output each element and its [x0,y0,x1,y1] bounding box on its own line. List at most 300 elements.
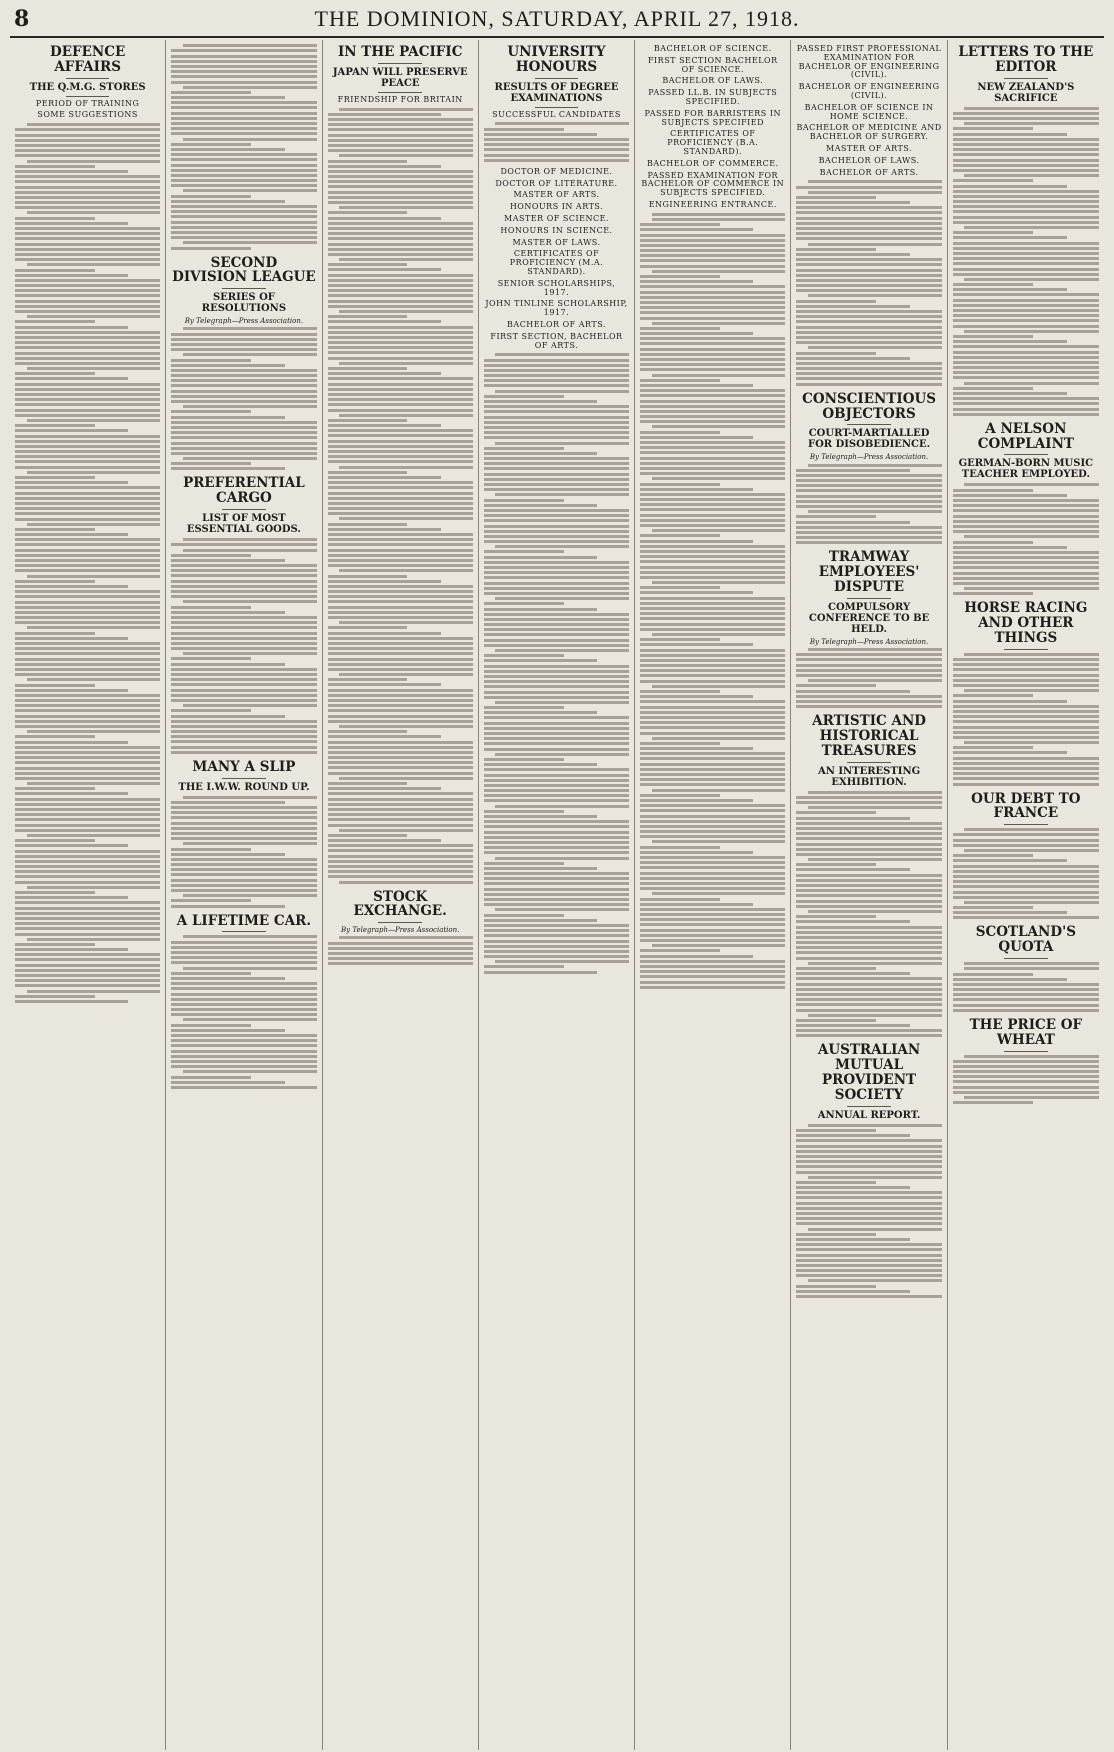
text-line [484,825,629,828]
article-headline: A LIFETIME CAR. [176,912,312,929]
text-line [15,476,95,479]
text-line [640,623,785,626]
text-line [328,201,473,204]
article-byline: By Telegraph—Press Association. [809,637,929,646]
text-line [484,929,629,932]
headline-rule [222,931,266,932]
text-line [640,706,785,709]
text-line [171,1039,316,1042]
text-line [171,195,251,198]
text-line [796,1171,941,1174]
text-line [953,998,1099,1001]
text-line [171,65,316,68]
text-line [15,590,160,593]
text-line [796,300,876,303]
article [796,714,941,1037]
article-body-text [953,653,1099,786]
article-subhead: BACHELOR OF MEDICINE AND BACHELOR OF SURGERY. [796,123,942,142]
text-line [328,782,408,785]
text-line [640,949,720,952]
text-line [796,1295,941,1298]
text-line [27,523,161,526]
text-line [171,359,251,362]
text-line [484,763,597,766]
text-line [171,889,316,892]
text-line [15,243,160,246]
article [171,914,316,1089]
text-line [15,466,160,469]
article [171,476,316,753]
text-line [15,559,160,562]
text-line [796,289,941,292]
text-line [15,362,160,365]
text-line [484,748,629,751]
text-line [953,133,1067,136]
text-line [808,1176,942,1179]
text-line [796,848,941,851]
headline-rule [222,778,266,779]
text-line [796,315,941,318]
text-line [171,590,316,593]
text-line [171,982,316,985]
text-line [640,747,753,750]
text-line [796,801,941,804]
text-line [964,174,1099,177]
text-line [796,258,941,261]
article-subhead: FIRST SECTION, BACHELOR OF ARTS. [490,331,623,350]
text-line [953,885,1099,888]
text-line [953,891,1099,894]
text-line [640,986,785,989]
text-line [652,944,786,947]
text-line [15,850,160,853]
text-line [328,507,473,510]
text-line [964,1055,1099,1058]
text-line [953,169,1099,172]
text-line [183,457,317,460]
text-line [328,772,473,775]
text-line [484,478,629,481]
text-line [796,669,941,672]
text-line [328,123,473,126]
text-line [953,143,1099,146]
text-line [15,274,128,277]
text-line [640,643,753,646]
article-subhead: COURT-MARTIALLED FOR DISOBEDIENCE. [807,428,931,451]
article-body-text [953,1055,1099,1105]
text-line [640,866,785,869]
text-line [953,257,1099,260]
text-line [328,450,473,453]
text-line [640,820,785,823]
article [171,760,316,908]
text-line [796,469,909,472]
text-line [953,674,1099,677]
text-line [953,546,1067,549]
article-subhead: BACHELOR OF SCIENCE. [653,44,772,53]
text-line [183,1018,317,1021]
article [484,168,629,974]
text-line [15,772,160,775]
text-line [640,462,785,465]
text-line [796,853,941,856]
text-line [171,663,284,666]
text-line [796,1186,909,1189]
text-line [15,336,160,339]
text-line [796,1264,941,1267]
article-subhead: BACHELOR OF LAWS. [662,76,764,86]
text-line [953,854,1033,857]
text-line [328,590,473,593]
text-line [183,967,317,970]
text-line [953,148,1099,151]
text-line [796,1202,941,1205]
text-line [171,221,316,224]
text-line [796,500,941,503]
text-line [171,1024,251,1027]
text-line [796,352,876,355]
text-line [27,211,161,214]
text-line [953,304,1099,307]
text-line [484,789,629,792]
text-line [796,690,909,693]
text-line [796,863,876,866]
text-line [953,221,1099,224]
text-line [15,647,160,650]
text-line [953,127,1033,130]
text-line [15,497,160,500]
text-line [808,510,942,513]
text-line [15,435,160,438]
text-line [964,689,1099,692]
text-line [495,701,629,704]
text-line [796,884,941,887]
text-line [953,402,1099,405]
text-line [328,741,473,744]
text-line [484,359,629,362]
text-line [15,1000,128,1003]
text-line [328,274,473,277]
text-line [328,699,473,702]
text-line [495,353,629,356]
text-line [183,600,317,603]
text-line [640,249,785,252]
text-line [652,374,786,377]
text-line [953,684,1099,687]
text-line [15,642,160,645]
text-line [484,914,564,917]
text-line [15,787,95,790]
article-headline: A NELSON COMPLAINT [977,420,1074,452]
text-line [171,416,284,419]
text-line [171,740,316,743]
text-line [15,922,160,925]
text-line [640,887,785,890]
article-subhead: JAPAN WILL PRESERVE PEACE [332,66,468,89]
text-line [328,434,473,437]
text-line [953,700,1067,703]
text-line [640,545,785,548]
text-line [328,300,473,303]
article-subhead: PASSED LL.B. IN SUBJECTS SPECIFIED. [648,88,778,106]
text-line [953,1075,1099,1078]
subhead-rule [66,96,110,97]
text-line [640,851,753,854]
text-line [796,505,941,508]
text-line [328,611,473,614]
text-line [953,978,1067,981]
text-line [15,154,160,157]
text-line [640,861,785,864]
text-line [953,387,1033,390]
text-line [328,305,473,308]
text-line [953,273,1099,276]
text-line [953,906,1033,909]
text-line [328,533,473,536]
text-line [484,680,629,683]
text-line [484,971,597,974]
text-line [15,715,160,718]
text-line [328,341,473,344]
text-line [328,616,473,619]
text-line [640,431,720,434]
text-line [328,606,473,609]
text-line [484,794,629,797]
text-line [796,998,941,1001]
article-subhead: BACHELOR OF ARTS. [819,167,919,177]
text-line [15,279,160,282]
text-line [328,248,473,251]
text-line [328,211,408,214]
text-line [15,222,128,225]
text-line [15,481,128,484]
text-line [328,196,473,199]
text-line [640,234,785,237]
text-line [640,799,753,802]
text-line [484,851,629,854]
text-line [171,746,316,749]
text-line [796,664,941,667]
text-line [640,555,785,558]
text-line [15,388,160,391]
text-line [171,730,316,733]
text-line [808,806,942,809]
text-line [171,447,316,450]
text-line [27,367,161,370]
text-line [796,868,909,871]
text-line [328,870,473,873]
text-line [171,709,251,712]
text-line [171,673,316,676]
text-line [484,685,629,688]
text-line [171,559,284,562]
article-body-text [796,180,941,385]
text-line [640,472,785,475]
text-line [640,628,785,631]
text-line [953,138,1099,141]
text-line [15,663,160,666]
text-line [15,284,160,287]
text-line [640,923,785,926]
text-line [15,585,128,588]
text-line [15,725,160,728]
text-line [171,899,251,902]
text-line [328,191,473,194]
text-line [15,652,160,655]
text-line [484,711,597,714]
text-line [484,473,629,476]
text-line [640,975,785,978]
text-line [171,699,316,702]
text-line [953,262,1099,265]
text-line [953,679,1099,682]
text-line [328,678,408,681]
text-line [328,580,441,583]
text-line [640,332,753,335]
text-line [640,669,785,672]
text-line [15,180,160,183]
article [328,890,473,966]
text-line [328,844,473,847]
text-line [15,621,160,624]
text-line [328,279,473,282]
text-line [328,860,473,863]
text-line [640,591,753,594]
text-line [15,445,160,448]
text-line [484,525,629,528]
text-line [15,855,160,858]
text-line [495,649,629,652]
text-line [15,689,128,692]
article-subhead: SERIES OF RESOLUTIONS [201,292,287,315]
text-line [171,462,251,465]
text-line [15,606,160,609]
text-line [171,806,316,809]
text-line [328,403,473,406]
text-line [640,757,785,760]
text-line [328,689,473,692]
text-line [328,647,473,650]
text-line [953,746,1033,749]
text-line [808,858,942,861]
text-line [796,284,941,287]
column-2 [166,40,322,1750]
text-line [171,410,251,413]
article-body-text [484,122,629,161]
text-line [796,1029,941,1032]
text-line [640,498,785,501]
text-line [796,1155,941,1158]
text-line [171,467,284,470]
text-line [15,232,160,235]
text-line [640,228,753,231]
article-body-text [796,464,941,545]
text-line [328,440,473,443]
text-line [15,237,160,240]
text-line [15,824,160,827]
text-line [339,362,473,365]
text-line [171,231,316,234]
text-line [15,839,95,842]
headline-rule [1004,824,1048,825]
article-subhead: LIST OF MOST ESSENTIAL GOODS. [186,513,301,536]
text-line [953,1070,1099,1073]
text-line [953,494,1067,497]
text-line [171,333,316,336]
text-line [484,727,629,730]
text-line [953,309,1099,312]
article-body-text [171,44,316,249]
text-line [808,910,942,913]
text-line [640,508,785,511]
text-line [328,263,408,266]
text-line [495,493,629,496]
article-subhead: MASTER OF ARTS. [513,190,600,200]
text-line [953,252,1099,255]
text-line [953,1086,1099,1089]
text-line [652,322,786,325]
text-line [183,241,317,244]
text-line [640,265,785,268]
text-line [640,311,785,314]
text-line [15,870,160,873]
text-line [171,678,316,681]
text-line [171,585,316,588]
text-line [953,195,1099,198]
text-line [808,679,942,682]
text-line [495,442,629,445]
text-line [640,379,720,382]
text-line [640,882,785,885]
text-line [15,803,160,806]
article-byline: By Telegraph—Press Association. [341,926,460,935]
article-subhead: HONOURS IN ARTS. [509,202,604,212]
text-line [484,877,629,880]
text-line [15,196,160,199]
text-line [171,442,316,445]
text-line [640,939,785,942]
text-line [796,1248,941,1251]
text-line [953,397,1099,400]
text-line [484,893,629,896]
text-line [15,818,160,821]
article-subhead: FIRST SECTION BACHELOR OF SCIENCE. [647,55,778,74]
column-4 [479,40,635,1750]
text-line [640,223,720,226]
text-line [796,674,941,677]
text-line [183,796,317,799]
text-line [15,761,160,764]
text-line [328,642,473,645]
text-line [796,1139,941,1142]
text-line [484,675,629,678]
text-line [15,398,160,401]
text-line [171,143,251,146]
text-line [339,310,473,313]
text-line [640,726,785,729]
text-line [171,868,316,871]
text-line [171,715,284,718]
text-line [484,862,564,865]
text-line [953,210,1099,213]
text-line [953,865,1099,868]
text-line [328,632,441,635]
text-line [328,694,473,697]
text-line [953,164,1099,167]
text-line [328,704,473,707]
text-line [484,872,629,875]
text-line [796,248,876,251]
